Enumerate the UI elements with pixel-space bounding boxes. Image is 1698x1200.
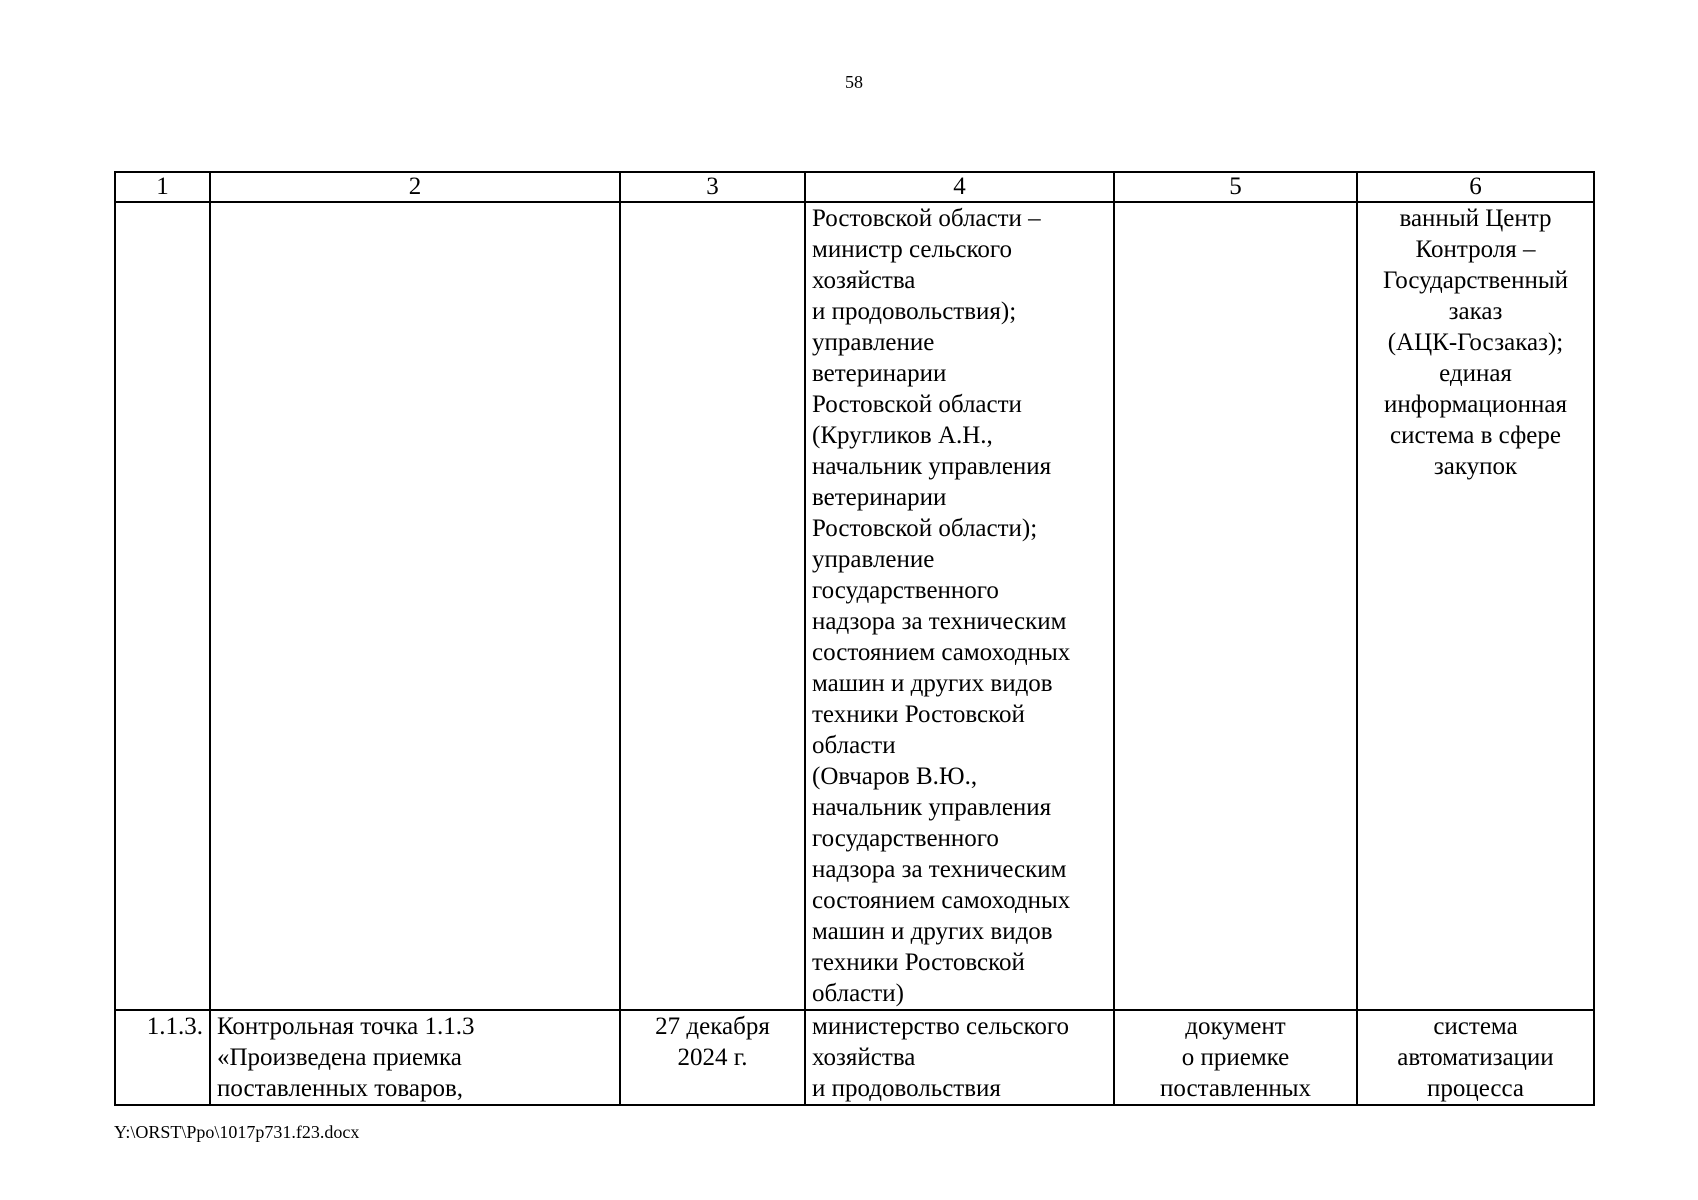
text-line: Ростовской области); bbox=[812, 515, 1038, 542]
text-line: «Произведена приемка bbox=[217, 1044, 462, 1071]
cell-number bbox=[115, 202, 210, 1010]
text-line: хозяйства bbox=[812, 1044, 916, 1071]
file-path-footer: Y:\ORST\Ppo\1017p731.f23.docx bbox=[114, 1122, 360, 1142]
text-line: система bbox=[1433, 1013, 1518, 1040]
text-line: хозяйства bbox=[812, 267, 916, 294]
cell-information-system bbox=[1357, 202, 1594, 1010]
text-line: единая bbox=[1439, 360, 1512, 387]
text-line: состоянием самоходных bbox=[812, 639, 1071, 666]
text-line: процесса bbox=[1426, 1075, 1525, 1102]
cell-document bbox=[1114, 1010, 1357, 1105]
column-number-3: 3 bbox=[620, 172, 805, 202]
text-line: начальник управления bbox=[812, 453, 1052, 480]
text-line: ветеринарии bbox=[812, 484, 947, 511]
text-line: области bbox=[812, 732, 896, 759]
document-table bbox=[114, 171, 1595, 1106]
text-line: (АЦК-Госзаказ); bbox=[1387, 329, 1564, 356]
text-line: (Овчаров В.Ю., bbox=[812, 763, 978, 790]
text-line: техники Ростовской bbox=[812, 701, 1025, 728]
column-number-6: 6 bbox=[1357, 172, 1594, 202]
cell-responsible bbox=[805, 1010, 1114, 1105]
text-line: информационная bbox=[1384, 391, 1567, 418]
text-line: машин и других видов bbox=[812, 918, 1053, 945]
text-line: Ростовской области – bbox=[812, 205, 1041, 232]
cell-information-system bbox=[1357, 1010, 1594, 1105]
text-line: документ bbox=[1185, 1013, 1286, 1040]
text-line: автоматизации bbox=[1397, 1044, 1554, 1071]
text-line: надзора за техническим bbox=[812, 608, 1067, 635]
column-number-2: 2 bbox=[210, 172, 620, 202]
text-line: (Кругликов А.Н., bbox=[812, 422, 993, 449]
text-line: закупок bbox=[1433, 453, 1518, 480]
text-line: 2024 г. bbox=[677, 1044, 748, 1071]
text-line: области) bbox=[812, 980, 904, 1007]
text-line: заказ bbox=[1448, 298, 1503, 325]
text-line: и продовольствия); bbox=[812, 298, 1017, 325]
text-line: начальник управления bbox=[812, 794, 1052, 821]
text-line: поставленных товаров, bbox=[217, 1075, 463, 1102]
text-line: состоянием самоходных bbox=[812, 887, 1071, 914]
text-line: управление bbox=[812, 546, 935, 573]
text-line: 27 декабря bbox=[655, 1013, 770, 1040]
cell-document bbox=[1114, 202, 1357, 1010]
text-line: Ростовской области bbox=[812, 391, 1022, 418]
text-line: министр сельского bbox=[812, 236, 1013, 263]
text-line: государственного bbox=[812, 825, 999, 852]
text-line: система в сфере bbox=[1390, 422, 1561, 449]
text-line: министерство сельского bbox=[812, 1013, 1069, 1040]
cell-title bbox=[210, 202, 620, 1010]
text-line: ветеринарии bbox=[812, 360, 947, 387]
cell-deadline bbox=[620, 202, 805, 1010]
column-number-1: 1 bbox=[115, 172, 210, 202]
text-line: техники Ростовской bbox=[812, 949, 1025, 976]
text-line: и продовольствия bbox=[812, 1075, 1001, 1102]
text-line: Контроля – bbox=[1415, 236, 1536, 263]
table-row-1-1-3 bbox=[115, 1010, 1594, 1105]
text-line: Государственный bbox=[1382, 267, 1569, 294]
text-line: машин и других видов bbox=[812, 670, 1053, 697]
text-line: ванный Центр bbox=[1399, 205, 1552, 232]
text-line: о приемке bbox=[1181, 1044, 1290, 1071]
cell-number: 1.1.3. bbox=[115, 1010, 210, 1105]
text-line: поставленных bbox=[1159, 1075, 1312, 1102]
page-number: 58 bbox=[845, 72, 863, 92]
text-line: государственного bbox=[812, 577, 999, 604]
cell-responsible bbox=[805, 202, 1114, 1010]
text-line: надзора за техническим bbox=[812, 856, 1067, 883]
column-number-row bbox=[115, 172, 1594, 202]
text-line: управление bbox=[812, 329, 935, 356]
cell-deadline bbox=[620, 1010, 805, 1105]
table-row-continuation bbox=[115, 202, 1594, 1010]
text-line: Контрольная точка 1.1.3 bbox=[217, 1013, 475, 1040]
cell-title bbox=[210, 1010, 620, 1105]
column-number-4: 4 bbox=[805, 172, 1114, 202]
column-number-5: 5 bbox=[1114, 172, 1357, 202]
